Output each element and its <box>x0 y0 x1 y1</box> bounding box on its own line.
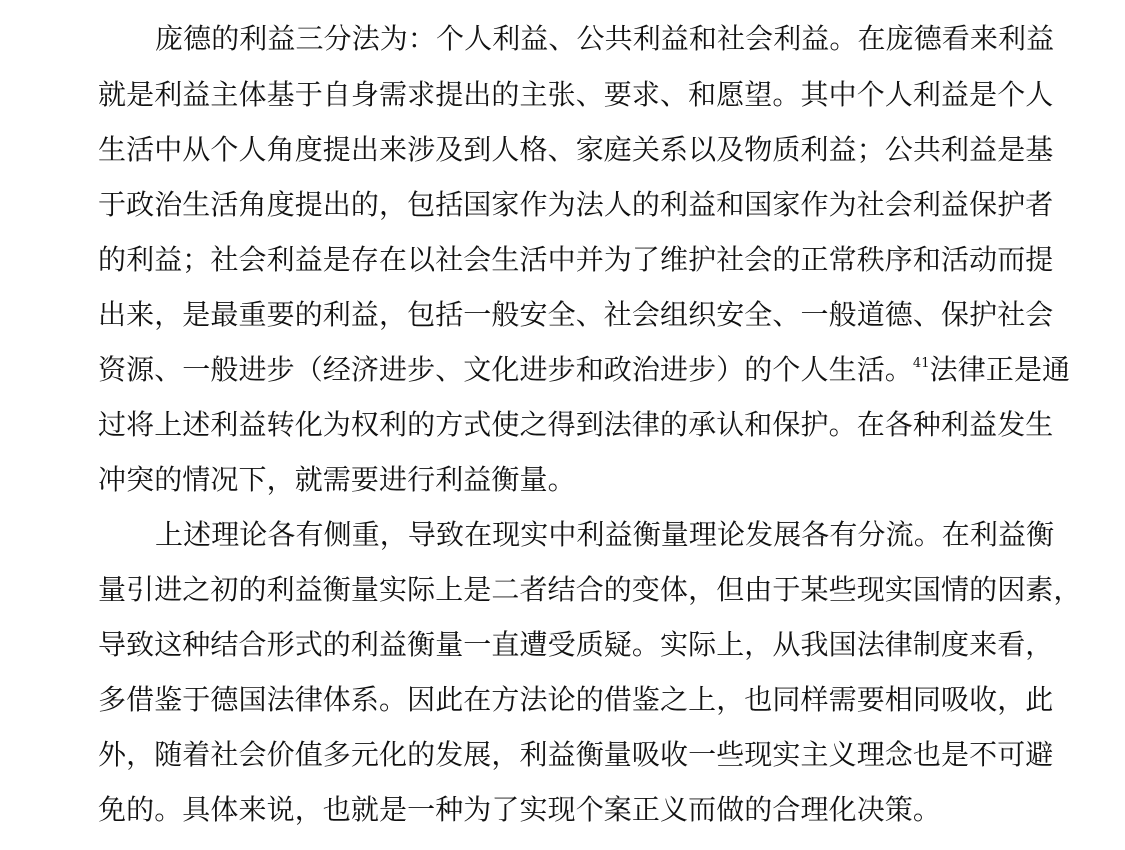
paragraph-1-line-1: 庞德的利益三分法为：个人利益、公共利益和社会利益。在庞德看来利益 <box>155 22 1055 55</box>
paragraph-1-line-4: 于政治生活角度提出的，包括国家作为法人的利益和国家作为社会利益保护者 <box>98 188 1054 221</box>
paragraph-1-line-7 <box>98 352 1070 388</box>
paragraph-2-line-4: 多借鉴于德国法律体系。因此在方法论的借鉴之上，也同样需要相同吸收，此 <box>98 683 1054 716</box>
paragraph-1-line-7-text-before: 资源、一般进步（经济进步、文化进步和政治进步）的个人生活。 <box>98 353 913 386</box>
paragraph-1-line-5: 的利益；社会利益是存在以社会生活中并为了维护社会的正常秩序和活动而提 <box>98 243 1054 276</box>
paragraph-2-line-6: 免的。具体来说，也就是一种为了实现个案正义而做的合理化决策。 <box>98 793 942 826</box>
paragraph-2-line-3: 导致这种结合形式的利益衡量一直遭受质疑。实际上，从我国法律制度来看， <box>98 628 1054 661</box>
paragraph-2-line-1: 上述理论各有侧重，导致在现实中利益衡量理论发展各有分流。在利益衡 <box>155 518 1055 551</box>
footnote-reference-41: 41 <box>912 355 930 371</box>
paragraph-2-line-2: 量引进之初的利益衡量实际上是二者结合的变体，但由于某些现实国情的因素， <box>98 573 1082 606</box>
paragraph-1-line-7-text-after: 法律正是通 <box>929 353 1071 386</box>
paragraph-1-line-9: 冲突的情况下，就需要进行利益衡量。 <box>98 463 576 496</box>
paragraph-1-line-8: 过将上述利益转化为权利的方式使之得到法律的承认和保护。在各种利益发生 <box>98 408 1054 441</box>
paragraph-1-line-3: 生活中从个人角度提出来涉及到人格、家庭关系以及物质利益；公共利益是基 <box>98 133 1054 166</box>
paragraph-1-line-2: 就是利益主体基于自身需求提出的主张、要求、和愿望。其中个人利益是个人 <box>98 78 1054 111</box>
paragraph-2-line-5: 外，随着社会价值多元化的发展，利益衡量吸收一些现实主义理念也是不可避 <box>98 738 1054 771</box>
paragraph-1-line-6: 出来，是最重要的利益，包括一般安全、社会组织安全、一般道德、保护社会 <box>98 298 1054 331</box>
